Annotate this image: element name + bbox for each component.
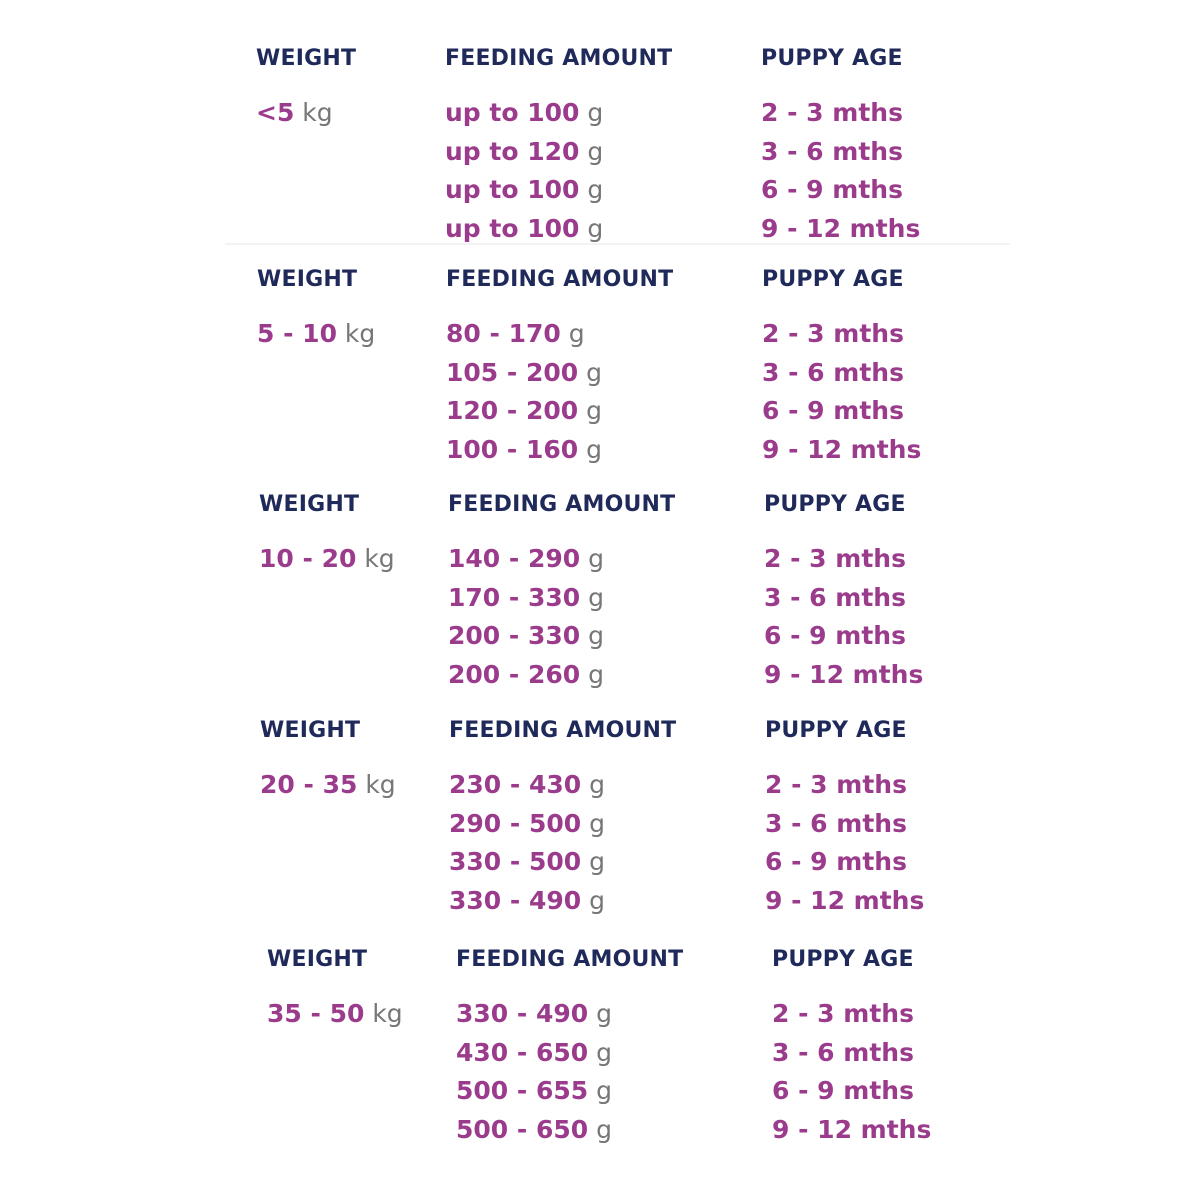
amount-unit: g — [586, 357, 602, 387]
amount-value: 105 - 200 — [446, 357, 579, 387]
amount-value: 80 - 170 — [446, 319, 561, 348]
feeding-block-35-50kg — [267, 945, 1027, 1145]
amount-unit: g — [568, 319, 585, 348]
age-value: 3 - 6 mths — [762, 357, 904, 387]
weight-unit: kg — [372, 999, 403, 1028]
amount-value: up to 100 — [445, 98, 580, 127]
weight-unit: kg — [344, 319, 376, 348]
amount-row — [448, 656, 675, 695]
amount-unit: g — [586, 434, 602, 464]
puppy-age-column — [761, 44, 920, 248]
age-value: 6 - 9 mths — [761, 175, 903, 205]
age-value: 3 - 6 mths — [772, 1037, 914, 1067]
amount-row — [449, 882, 676, 921]
amount-value: up to 100 — [445, 213, 580, 243]
amount-unit: g — [589, 847, 605, 877]
weight-column — [257, 265, 375, 354]
age-value: 2 - 3 mths — [762, 319, 904, 348]
feeding-amount-column — [446, 265, 673, 469]
amount-unit: g — [587, 213, 604, 243]
amount-row — [446, 354, 673, 393]
age-value: 9 - 12 mths — [765, 885, 925, 915]
feeding-amount-column — [445, 44, 672, 248]
amount-value: 430 - 650 — [456, 1037, 589, 1067]
amount-unit: g — [586, 396, 602, 426]
amount-value: 330 - 490 — [456, 999, 589, 1028]
amount-row — [448, 579, 675, 618]
puppy-age-heading: PUPPY AGE — [761, 46, 903, 71]
weight-heading: WEIGHT — [260, 718, 361, 743]
feeding-amount-heading: FEEDING AMOUNT — [446, 267, 674, 292]
weight-value: <5 — [256, 98, 295, 127]
feeding-amount-column — [456, 945, 683, 1149]
amount-unit: g — [588, 621, 604, 651]
amount-value: 330 - 500 — [449, 847, 582, 877]
puppy-age-column — [765, 716, 924, 920]
age-value: 9 - 12 mths — [761, 213, 921, 243]
feeding-block-20-35kg — [260, 716, 1020, 916]
amount-unit: g — [596, 1037, 612, 1067]
weight-unit: kg — [365, 770, 396, 799]
weight-value: 35 - 50 — [267, 999, 365, 1028]
amount-row — [448, 540, 675, 579]
amount-row — [449, 843, 676, 882]
feeding-amount-heading: FEEDING AMOUNT — [449, 718, 677, 743]
age-value: 9 - 12 mths — [762, 434, 922, 464]
puppy-age-heading: PUPPY AGE — [762, 267, 904, 292]
amount-unit: g — [596, 999, 612, 1028]
feeding-amount-column — [449, 716, 676, 920]
feeding-amount-heading: FEEDING AMOUNT — [448, 492, 676, 517]
amount-row — [446, 315, 673, 354]
age-value: 9 - 12 mths — [772, 1114, 932, 1144]
puppy-age-column — [764, 490, 923, 694]
amount-row — [456, 1072, 683, 1111]
amount-value: 330 - 490 — [449, 885, 582, 915]
weight-column — [259, 490, 395, 579]
weight-value-row — [267, 995, 403, 1034]
amount-unit: g — [587, 98, 604, 127]
weight-heading: WEIGHT — [256, 46, 357, 71]
weight-value: 20 - 35 — [260, 770, 358, 799]
weight-value-row — [260, 766, 396, 805]
weight-column — [267, 945, 403, 1034]
amount-row — [449, 766, 676, 805]
amount-unit: g — [589, 808, 605, 838]
age-value: 3 - 6 mths — [765, 808, 907, 838]
weight-value-row — [256, 94, 356, 133]
age-value: 9 - 12 mths — [764, 659, 924, 689]
puppy-age-heading: PUPPY AGE — [772, 947, 914, 972]
age-value: 3 - 6 mths — [761, 136, 903, 166]
puppy-age-heading: PUPPY AGE — [765, 718, 907, 743]
amount-value: up to 120 — [445, 136, 580, 166]
amount-row — [449, 805, 676, 844]
weight-heading: WEIGHT — [267, 947, 368, 972]
weight-unit: kg — [364, 544, 395, 573]
weight-value-row — [259, 540, 395, 579]
puppy-age-column — [772, 945, 931, 1149]
weight-heading: WEIGHT — [259, 492, 360, 517]
feeding-amount-heading: FEEDING AMOUNT — [456, 947, 684, 972]
age-value: 6 - 9 mths — [772, 1076, 914, 1106]
amount-unit: g — [596, 1076, 612, 1106]
age-value: 6 - 9 mths — [765, 847, 907, 877]
amount-value: 100 - 160 — [446, 434, 579, 464]
weight-heading: WEIGHT — [257, 267, 358, 292]
amount-row — [456, 1111, 683, 1150]
amount-row — [445, 94, 672, 133]
feeding-block-5-10kg — [257, 265, 1017, 465]
feeding-amount-heading: FEEDING AMOUNT — [445, 46, 673, 71]
amount-unit: g — [588, 659, 604, 689]
amount-row — [448, 617, 675, 656]
amount-row — [456, 1034, 683, 1073]
amount-row — [446, 431, 673, 470]
amount-value: 290 - 500 — [449, 808, 582, 838]
age-value: 2 - 3 mths — [764, 544, 906, 573]
section-divider — [225, 243, 1010, 245]
amount-value: 200 - 330 — [448, 621, 581, 651]
age-value: 6 - 9 mths — [762, 396, 904, 426]
age-value: 3 - 6 mths — [764, 582, 906, 612]
amount-row — [445, 133, 672, 172]
amount-value: 200 - 260 — [448, 659, 581, 689]
amount-value: 120 - 200 — [446, 396, 579, 426]
weight-column — [256, 44, 356, 133]
weight-value: 5 - 10 — [257, 319, 337, 348]
amount-value: 230 - 430 — [449, 770, 582, 799]
feeding-block-10-20kg — [259, 490, 1019, 690]
amount-row — [456, 995, 683, 1034]
age-value: 2 - 3 mths — [761, 98, 903, 127]
amount-value: up to 100 — [445, 175, 580, 205]
amount-unit: g — [589, 770, 605, 799]
age-value: 2 - 3 mths — [765, 770, 907, 799]
amount-unit: g — [588, 582, 604, 612]
weight-value: 10 - 20 — [259, 544, 357, 573]
amount-value: 500 - 655 — [456, 1076, 589, 1106]
amount-row — [445, 171, 672, 210]
amount-unit: g — [589, 885, 605, 915]
weight-value-row — [257, 315, 375, 354]
feeding-amount-column — [448, 490, 675, 694]
puppy-age-column — [762, 265, 921, 469]
puppy-age-heading: PUPPY AGE — [764, 492, 906, 517]
amount-value: 170 - 330 — [448, 582, 581, 612]
weight-unit: kg — [302, 98, 333, 127]
feeding-block-under-5kg — [256, 44, 1016, 244]
age-value: 6 - 9 mths — [764, 621, 906, 651]
amount-unit: g — [587, 136, 604, 166]
amount-value: 500 - 650 — [456, 1114, 589, 1144]
amount-unit: g — [596, 1114, 612, 1144]
amount-value: 140 - 290 — [448, 544, 581, 573]
amount-unit: g — [588, 544, 604, 573]
amount-unit: g — [587, 175, 604, 205]
weight-column — [260, 716, 396, 805]
amount-row — [446, 392, 673, 431]
age-value: 2 - 3 mths — [772, 999, 914, 1028]
